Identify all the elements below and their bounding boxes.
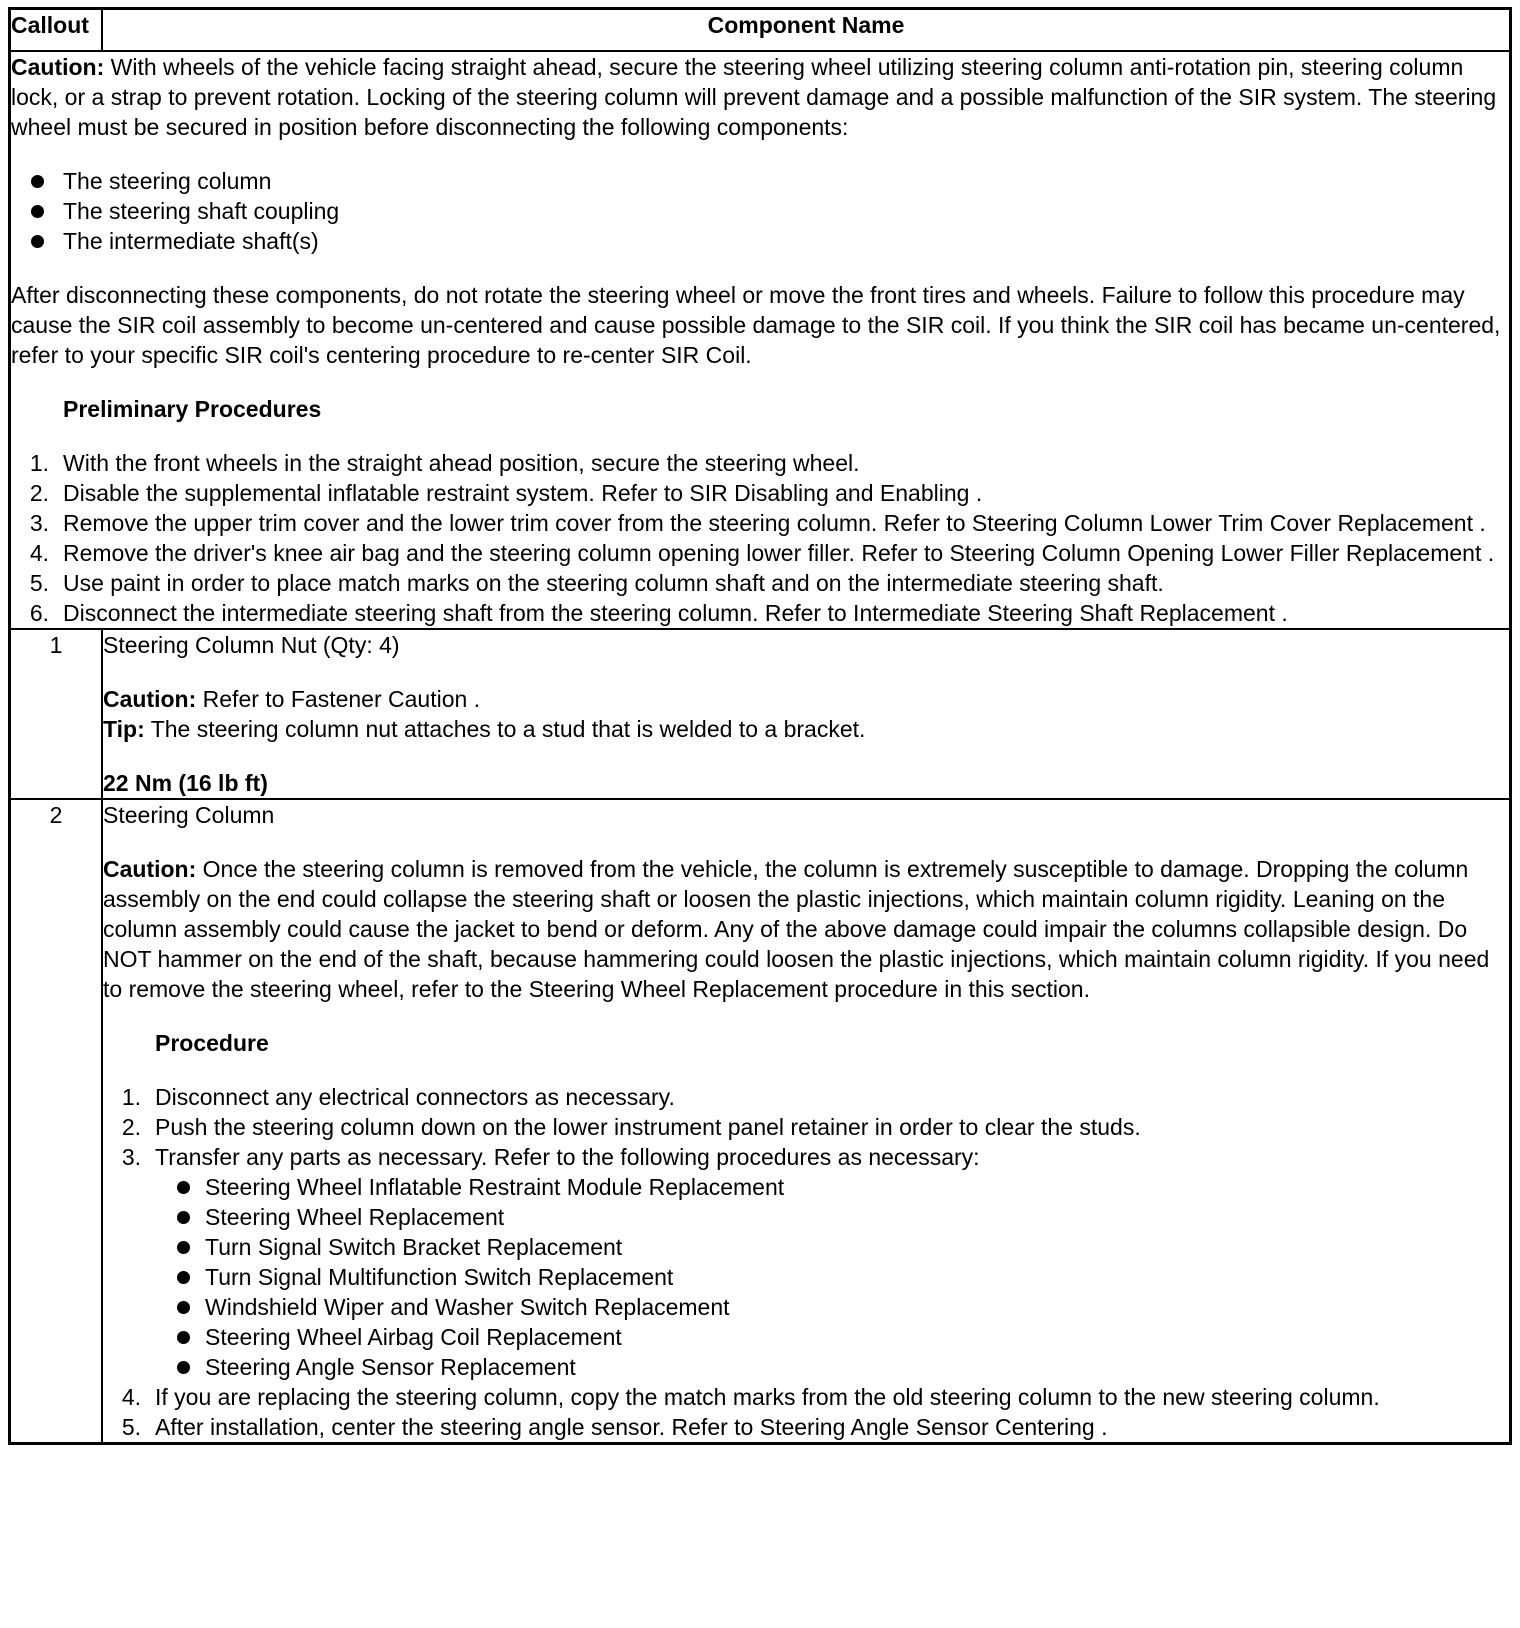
component-name: Steering Column Nut (Qty: 4): [103, 632, 400, 658]
row-tip: Tip: The steering column nut attaches to a stud that is welded to a bracket.: [103, 716, 866, 742]
list-item: 1. Disconnect any electrical connectors as necessary.: [121, 1084, 675, 1110]
component-cell: [102, 799, 1511, 1444]
list-item: The steering column: [11, 166, 1509, 196]
list-item: Windshield Wiper and Washer Switch Replacement: [155, 1292, 1509, 1322]
list-item: 2. Push the steering column down on the lower instrument panel retainer in order to clear the studs.: [121, 1114, 1141, 1140]
callout-number: 1: [10, 629, 103, 799]
caution-label: Caution:: [11, 54, 105, 80]
list-item: 3. Transfer any parts as necessary. Refer to the following procedures as necessary: Steering Wheel Inflatable Restraint Module Replacement Steering Wheel Replacement Turn Signal Switch Bracket Replacement Turn Signal Multifunction Switch Replacement Windshield Wiper and Washer Switch Replacement Steering Wheel Airbag Coil Replacement Steering Angle Sensor Replacement: [103, 1142, 1509, 1382]
row-caution: Caution: Once the steering column is removed from the vehicle, the column is extremely susceptible to damage. Dropping the column assembly on the end could collapse the steering shaft or loosen the plastic injections, which maintain column rigidity. Leaning on the column assembly could cause the jacket to bend or deform. Any of the above damage could impair the columns collapsible design. Do NOT hammer on the end of the shaft, because hammering could loosen the plastic injections, which maintain column rigidity. If you need to remove the steering wheel, refer to the Steering Wheel Replacement procedure in this section.: [103, 856, 1490, 1002]
list-item: 4. If you are replacing the steering column, copy the match marks from the old steering column to the new steering column.: [121, 1384, 1380, 1410]
caution-text: With wheels of the vehicle facing straight ahead, secure the steering wheel utilizing steering column anti-rotation pin, steering column lock, or a strap to prevent rotation. Locking of the steering column will prevent damage and a possible malfunction of the SIR system. The steering wheel must be secured in position before disconnecting the following components:: [11, 54, 1497, 140]
header-row: [10, 9, 1511, 52]
callout-number: 2: [10, 799, 103, 1444]
torque-spec: 22 Nm (16 lb ft): [103, 770, 268, 796]
callout-header: Callout: [10, 9, 103, 52]
intro-caution: [11, 52, 1509, 142]
transfer-procedure-list: [155, 1172, 1509, 1382]
table-row: [10, 799, 1511, 1444]
list-item: 5. After installation, center the steering angle sensor. Refer to Steering Angle Sensor Centering .: [121, 1414, 1108, 1440]
row-caution: Caution: Refer to Fastener Caution .: [103, 686, 481, 712]
list-item: Turn Signal Switch Bracket Replacement: [155, 1232, 1509, 1262]
after-disconnect-text: After disconnecting these components, do not rotate the steering wheel or move the front tires and wheels. Failure to follow this procedure may cause the SIR coil assembly to become un-centered and cause possible damage to the SIR coil. If you think the SIR coil has became un-centered, refer to your specific SIR coil's centering procedure to re-center SIR Coil.: [11, 282, 1501, 368]
preliminary-steps: [11, 448, 1509, 628]
list-item: The steering shaft coupling: [11, 196, 1509, 226]
list-item: 1. With the front wheels in the straight ahead position, secure the steering wheel.: [29, 450, 860, 476]
list-item: 2. Disable the supplemental inflatable restraint system. Refer to SIR Disabling and Enabling .: [29, 480, 983, 506]
list-item: Steering Angle Sensor Replacement: [155, 1352, 1509, 1382]
list-item: The intermediate shaft(s): [11, 226, 1509, 256]
table-row: [10, 629, 1511, 799]
list-item: Steering Wheel Replacement: [155, 1202, 1509, 1232]
intro-row: [10, 51, 1511, 629]
component-name-header: Component Name: [102, 9, 1511, 52]
list-item: Steering Wheel Inflatable Restraint Module Replacement: [155, 1172, 1509, 1202]
list-item: Steering Wheel Airbag Coil Replacement: [155, 1322, 1509, 1352]
component-list: [11, 166, 1509, 256]
list-item: 4. Remove the driver's knee air bag and the steering column opening lower filler. Refer to Steering Column Opening Lower Filler Replacement .: [29, 540, 1495, 566]
procedure-steps: [103, 1082, 1509, 1442]
intro-cell: [10, 51, 1511, 629]
procedure-title: Procedure: [155, 1030, 269, 1056]
component-cell: [102, 629, 1511, 799]
preliminary-title: Preliminary Procedures: [63, 396, 322, 422]
component-name: Steering Column: [103, 802, 275, 828]
list-item: Turn Signal Multifunction Switch Replacement: [155, 1262, 1509, 1292]
list-item: 6. Disconnect the intermediate steering shaft from the steering column. Refer to Intermediate Steering Shaft Replacement .: [29, 600, 1288, 626]
list-item: 3. Remove the upper trim cover and the lower trim cover from the steering column. Refer to Steering Column Lower Trim Cover Replacement .: [29, 510, 1486, 536]
procedure-table: [8, 7, 1512, 1445]
list-item: 5. Use paint in order to place match marks on the steering column shaft and on the intermediate steering shaft.: [29, 570, 1164, 596]
